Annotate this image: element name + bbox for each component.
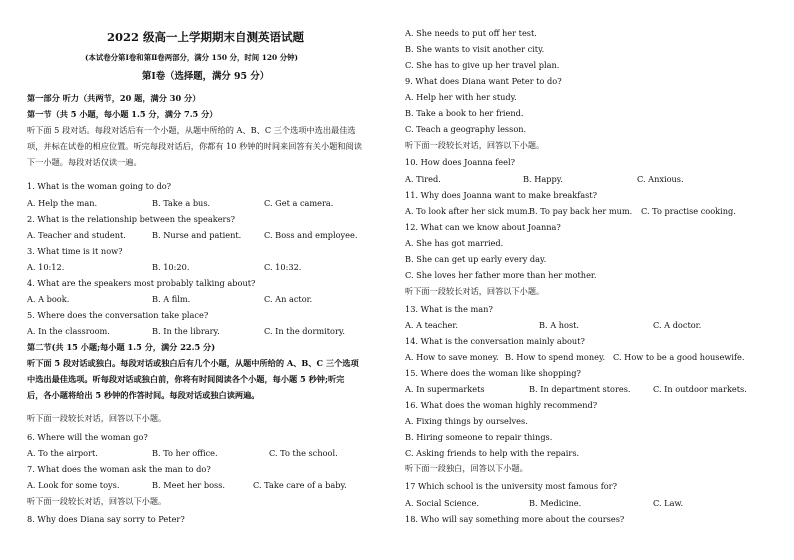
option-a: A. To look after her sick mum. xyxy=(405,206,531,216)
part-heading: 第一部分 听力（共两节，20 题，满分 30 分） xyxy=(27,93,201,103)
instruction-line: 后，各小题将给出 5 秒钟的作答时间。每段对话或独白读两遍。 xyxy=(27,390,260,400)
option-c: C. To practise cooking. xyxy=(641,206,736,216)
option-b: B. Medicine. xyxy=(529,498,582,508)
option-a: A. Social Science. xyxy=(405,498,479,508)
question-7: 7. What does the woman ask the man to do? xyxy=(27,464,211,474)
question-1: 1. What is the woman going to do? xyxy=(27,181,172,191)
exam-title: 2022 级高一上学期期末自测英语试题 xyxy=(107,30,305,44)
option-b: B. In department stores. xyxy=(529,384,631,394)
question-12-option-a: A. She has got married. xyxy=(405,238,504,248)
instruction-line: 项，并标在试卷的相应位置。听完每段对话后，你都有 10 秒钟的时间来回答有关小题和阅读 xyxy=(27,141,362,151)
question-16: 16. What does the woman highly recommend? xyxy=(405,400,598,410)
question-12: 12. What can we know about Joanna? xyxy=(405,222,561,232)
question-16-option-c: C. Asking friends to help with the repairs. xyxy=(405,448,580,458)
option-b: B. 10:20. xyxy=(152,262,190,272)
option-c: C. Anxious. xyxy=(637,174,684,184)
option-a: A. How to save money. xyxy=(405,352,499,362)
option-b: B. How to spend money. xyxy=(505,352,606,362)
instruction-line: 听下面 5 段对话或独白。每段对话或独白后有几个小题，从题中所给的 A、B、C 三个选项 xyxy=(27,358,359,368)
question-18: 18. Who will say something more about the courses? xyxy=(405,514,625,524)
question-4: 4. What are the speakers most probably talking about? xyxy=(27,278,256,288)
option-b: B. Nurse and patient. xyxy=(152,230,242,240)
instruction-line: 下一小题。每段对话仅读一遍。 xyxy=(27,157,142,167)
question-8-option-b: B. She wants to visit another city. xyxy=(405,44,545,54)
question-2: 2. What is the relationship between the speakers? xyxy=(27,214,236,224)
listen-instruction: 听下面一段较长对话，回答以下小题。 xyxy=(405,286,545,296)
option-a: A. Help the man. xyxy=(27,198,98,208)
listen-instruction: 听下面一段较长对话，回答以下小题。 xyxy=(405,140,545,150)
question-8-option-c: C. She has to give up her travel plan. xyxy=(405,60,560,70)
option-a: A. Look for some toys. xyxy=(27,480,120,490)
question-11: 11. Why does Joanna want to make breakfast? xyxy=(405,190,598,200)
option-a: A. A teacher. xyxy=(405,320,458,330)
question-16-option-b: B. Hiring someone to repair things. xyxy=(405,432,553,442)
option-a: A. Teacher and student. xyxy=(27,230,126,240)
option-c: C. 10:32. xyxy=(264,262,302,272)
question-9: 9. What does Diana want Peter to do? xyxy=(405,76,562,86)
option-a: A. In supermarkets xyxy=(405,384,485,394)
question-8-option-a: A. She needs to put off her test. xyxy=(405,28,537,38)
volume-heading: 第Ⅰ卷（选择题，满分 95 分） xyxy=(142,71,270,82)
option-b: B. In the library. xyxy=(152,326,220,336)
option-c: C. An actor. xyxy=(264,294,313,304)
question-9-option-a: A. Help her with her study. xyxy=(405,92,517,102)
instruction-line: 中选出最佳选项。听每段对话或独白前，你将有时间阅读各个小题，每小题 5 秒钟;听完 xyxy=(27,374,345,384)
option-c: C. Get a camera. xyxy=(264,198,334,208)
section-heading: 第一节（共 5 小题，每小题 1.5 分，满分 7.5 分） xyxy=(27,109,218,119)
question-16-option-a: A. Fixing things by ourselves. xyxy=(405,416,528,426)
question-14: 14. What is the conversation mainly about? xyxy=(405,336,585,346)
question-10: 10. How does Joanna feel? xyxy=(405,157,515,167)
option-b: B. A film. xyxy=(152,294,191,304)
question-13: 13. What is the man? xyxy=(405,304,493,314)
question-17: 17 Which school is the university most famous for? xyxy=(405,481,617,491)
question-6: 6. Where will the woman go? xyxy=(27,432,148,442)
instruction-line: 听下面 5 段对话。每段对话后有一个小题，从题中所给的 A、B、C 三个选项中选出最佳选 xyxy=(27,125,356,135)
listen-instruction: 听下面一段独白，回答以下小题。 xyxy=(405,463,528,473)
option-c: C. Take care of a baby. xyxy=(253,480,347,490)
question-9-option-b: B. Take a book to her friend. xyxy=(405,108,524,118)
option-b: B. To pay back her mum. xyxy=(529,206,633,216)
question-5: 5. Where does the conversation take place? xyxy=(27,310,209,320)
listen-instruction: 听下面一段较长对话，回答以下小题。 xyxy=(27,413,167,423)
question-8: 8. Why does Diana say sorry to Peter? xyxy=(27,514,185,524)
question-15: 15. Where does the woman like shopping? xyxy=(405,368,581,378)
option-c: C. In the dormitory. xyxy=(264,326,346,336)
option-c: C. Boss and employee. xyxy=(264,230,358,240)
question-12-option-b: B. She can get up early every day. xyxy=(405,254,547,264)
option-b: B. A host. xyxy=(539,320,580,330)
listen-instruction: 听下面一段较长对话，回答以下小题。 xyxy=(27,496,167,506)
option-a: A. To the airport. xyxy=(27,448,98,458)
exam-note: (本试卷分第Ⅰ卷和第Ⅱ卷两部分，满分 150 分，时间 120 分钟) xyxy=(85,53,299,62)
option-a: A. Tired. xyxy=(405,174,441,184)
question-9-option-c: C. Teach a geography lesson. xyxy=(405,124,527,134)
option-a: A. A book. xyxy=(27,294,70,304)
option-c: C. To the school. xyxy=(269,448,338,458)
question-12-option-c: C. She loves her father more than her mother. xyxy=(405,270,597,280)
option-c: C. In outdoor markets. xyxy=(653,384,747,394)
section-heading: 第二节(共 15 小题;每小题 1.5 分，满分 22.5 分) xyxy=(27,342,216,352)
option-c: C. Law. xyxy=(653,498,684,508)
option-b: B. To her office. xyxy=(152,448,218,458)
option-a: A. In the classroom. xyxy=(27,326,110,336)
question-3: 3. What time is it now? xyxy=(27,246,123,256)
option-b: B. Meet her boss. xyxy=(152,480,225,490)
option-a: A. 10:12. xyxy=(27,262,65,272)
option-b: B. Happy. xyxy=(523,174,563,184)
option-c: C. A doctor. xyxy=(653,320,702,330)
option-c: C. How to be a good housewife. xyxy=(613,352,745,362)
option-b: B. Take a bus. xyxy=(152,198,211,208)
